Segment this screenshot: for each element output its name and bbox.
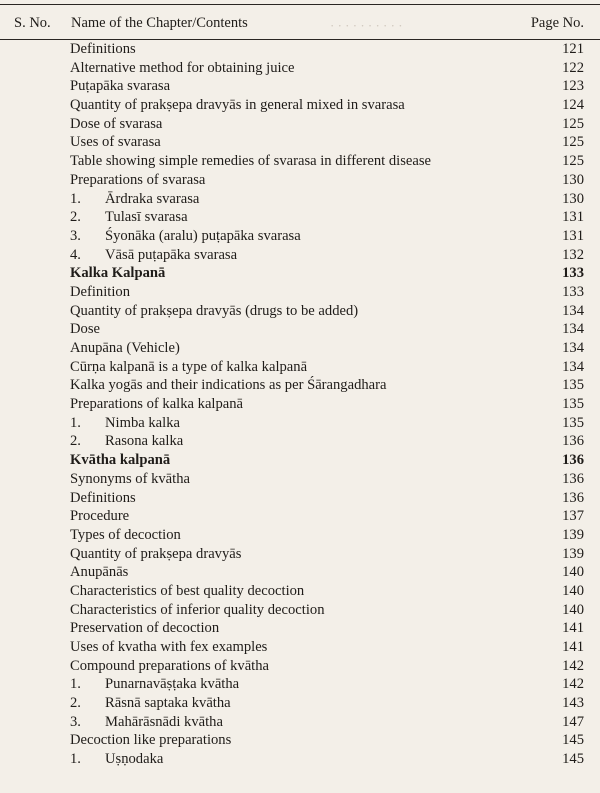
entry-title: Nimba kalka <box>105 414 180 431</box>
entry-page-number: 125 <box>562 153 584 170</box>
contents-entry-row <box>0 619 600 638</box>
contents-entry-row <box>0 77 600 96</box>
contents-entry-row <box>0 376 600 395</box>
contents-entry-row <box>0 507 600 526</box>
entry-title: Rāsnā saptaka kvātha <box>105 695 231 712</box>
entry-page-number: 145 <box>562 751 584 768</box>
numbered-entry-row <box>0 414 600 433</box>
entry-page-number: 140 <box>562 582 584 599</box>
entry-page-number: 136 <box>562 470 584 487</box>
entry-page-number: 124 <box>562 97 584 114</box>
entry-page-number: 131 <box>562 209 584 226</box>
entry-title: Cūrṇa kalpanā is a type of kalka kalpanā <box>70 358 308 375</box>
contents-entry-row <box>0 133 600 152</box>
entry-page-number: 121 <box>562 41 584 57</box>
entry-title: Table showing simple remedies of svarasa in different disease <box>70 153 432 170</box>
contents-entry-row <box>0 302 600 321</box>
numbered-entry-row <box>0 713 600 732</box>
entry-title: Dose <box>70 321 100 338</box>
entry-title: Dose of svarasa <box>70 115 163 132</box>
header-chapter-name: Name of the Chapter/Contents <box>71 15 248 31</box>
entry-page-number: 125 <box>562 115 584 132</box>
contents-entry-row <box>0 526 600 545</box>
numbered-entry-row <box>0 208 600 227</box>
contents-entry-row <box>0 40 600 59</box>
entry-number: 3. <box>70 227 81 244</box>
contents-entry-row <box>0 563 600 582</box>
entry-number: 1. <box>70 190 81 207</box>
contents-entry-row <box>0 601 600 620</box>
entry-title: Vāsā puṭapāka svarasa <box>105 246 238 263</box>
entry-title: Characteristics of best quality decoction <box>70 582 305 599</box>
entry-page-number: 133 <box>562 265 584 282</box>
entry-title: Uṣṇodaka <box>105 751 164 768</box>
contents-entry-row <box>0 545 600 564</box>
contents-entry-row <box>0 731 600 750</box>
entry-title: Kalka yogās and their indications as per Śārangadhara <box>70 377 387 394</box>
contents-entry-row <box>0 115 600 134</box>
entry-page-number: 131 <box>562 227 584 244</box>
entry-page-number: 141 <box>562 639 584 655</box>
entry-page-number: 140 <box>562 601 584 618</box>
contents-entry-row <box>0 171 600 190</box>
entry-title: Mahārāsnādi kvātha <box>105 713 223 730</box>
entry-number: 1. <box>70 676 81 693</box>
entry-number: 3. <box>70 713 81 730</box>
numbered-entry-row <box>0 432 600 451</box>
entry-page-number: 142 <box>562 676 584 693</box>
numbered-entry-row <box>0 246 600 265</box>
entry-title: Characteristics of inferior quality decoction <box>70 601 325 618</box>
entry-title: Types of decoction <box>70 526 181 543</box>
entry-number: 2. <box>70 433 81 450</box>
entry-page-number: 147 <box>562 713 584 730</box>
contents-entry-row <box>0 358 600 377</box>
entry-page-number: 134 <box>562 302 584 319</box>
entry-title: Preservation of decoction <box>70 620 220 637</box>
section-heading-row <box>0 264 600 283</box>
contents-entry-row <box>0 638 600 657</box>
entry-title: Alternative method for obtaining juice <box>70 59 295 76</box>
entry-number: 4. <box>70 246 81 263</box>
entry-title: Definition <box>70 283 130 300</box>
numbered-entry-row <box>0 694 600 713</box>
header-serial-number: S. No. <box>14 15 51 31</box>
contents-entry-row <box>0 582 600 601</box>
entry-page-number: 139 <box>562 526 584 543</box>
entry-page-number: 137 <box>562 508 584 525</box>
entry-title: Procedure <box>70 508 130 525</box>
entry-page-number: 139 <box>562 545 584 562</box>
entry-title: Decoction like preparations <box>70 732 232 749</box>
entry-page-number: 145 <box>562 732 584 749</box>
entry-number: 1. <box>70 414 81 431</box>
entry-page-number: 136 <box>562 489 584 506</box>
entry-number: 2. <box>70 695 81 712</box>
entry-title: Quantity of prakṣepa dravyās in general mixed in svarasa <box>70 97 405 114</box>
entry-page-number: 130 <box>562 171 584 188</box>
contents-entry-row <box>0 489 600 508</box>
section-heading-row <box>0 451 600 470</box>
entry-title: Puṭapāka svarasa <box>70 78 171 95</box>
section-title: Kvātha kalpanā <box>70 452 171 469</box>
entry-title: Definitions <box>70 41 136 57</box>
section-title: Kalka Kalpanā <box>70 265 166 282</box>
contents-entry-row <box>0 152 600 171</box>
entry-page-number: 135 <box>562 396 584 413</box>
entry-title: Rasona kalka <box>105 433 184 450</box>
numbered-entry-row <box>0 190 600 209</box>
entry-title: Anupāna (Vehicle) <box>70 340 180 356</box>
entry-page-number: 136 <box>562 452 584 469</box>
entry-title: Ārdraka svarasa <box>105 190 200 207</box>
header-page-number: Page No. <box>530 15 584 31</box>
contents-entry-row <box>0 320 600 339</box>
contents-list <box>0 40 600 769</box>
entry-title: Anupānās <box>70 564 129 581</box>
entry-page-number: 136 <box>562 433 584 450</box>
entry-page-number: 134 <box>562 321 584 338</box>
entry-page-number: 135 <box>562 377 584 394</box>
entry-page-number: 134 <box>562 358 584 375</box>
contents-entry-row <box>0 657 600 676</box>
entry-number: 2. <box>70 209 81 226</box>
numbered-entry-row <box>0 675 600 694</box>
entry-page-number: 143 <box>562 695 584 712</box>
entry-page-number: 123 <box>562 78 584 95</box>
entry-number: 1. <box>70 751 81 768</box>
bleed-through-decoration: · · · · · · · · · · <box>330 18 403 33</box>
numbered-entry-row <box>0 227 600 246</box>
entry-title: Preparations of svarasa <box>70 171 206 188</box>
entry-page-number: 132 <box>562 246 584 263</box>
contents-entry-row <box>0 470 600 489</box>
entry-title: Synonyms of kvātha <box>70 470 190 487</box>
entry-title: Preparations of kalka kalpanā <box>70 396 244 413</box>
entry-page-number: 130 <box>562 190 584 207</box>
contents-entry-row <box>0 96 600 115</box>
contents-entry-row <box>0 339 600 358</box>
contents-entry-row <box>0 395 600 414</box>
entry-title: Uses of svarasa <box>70 134 161 151</box>
entry-title: Uses of kvatha with fex examples <box>70 639 268 655</box>
entry-title: Tulasī svarasa <box>105 209 188 226</box>
entry-title: Śyonāka (aralu) puṭapāka svarasa <box>105 227 301 244</box>
entry-page-number: 141 <box>562 620 584 637</box>
entry-title: Compound preparations of kvātha <box>70 657 269 674</box>
entry-page-number: 133 <box>562 283 584 300</box>
entry-page-number: 122 <box>562 59 584 76</box>
contents-entry-row <box>0 59 600 78</box>
entry-title: Punarnavāṣṭaka kvātha <box>105 676 240 693</box>
entry-page-number: 140 <box>562 564 584 581</box>
entry-page-number: 135 <box>562 414 584 431</box>
numbered-entry-row <box>0 750 600 769</box>
entry-title: Definitions <box>70 489 136 506</box>
entry-page-number: 142 <box>562 657 584 674</box>
entry-title: Quantity of prakṣepa dravyās (drugs to be added) <box>70 302 359 319</box>
entry-page-number: 134 <box>562 340 584 356</box>
contents-entry-row <box>0 283 600 302</box>
entry-page-number: 125 <box>562 134 584 151</box>
table-header <box>0 4 600 40</box>
entry-title: Quantity of prakṣepa dravyās <box>70 545 242 562</box>
